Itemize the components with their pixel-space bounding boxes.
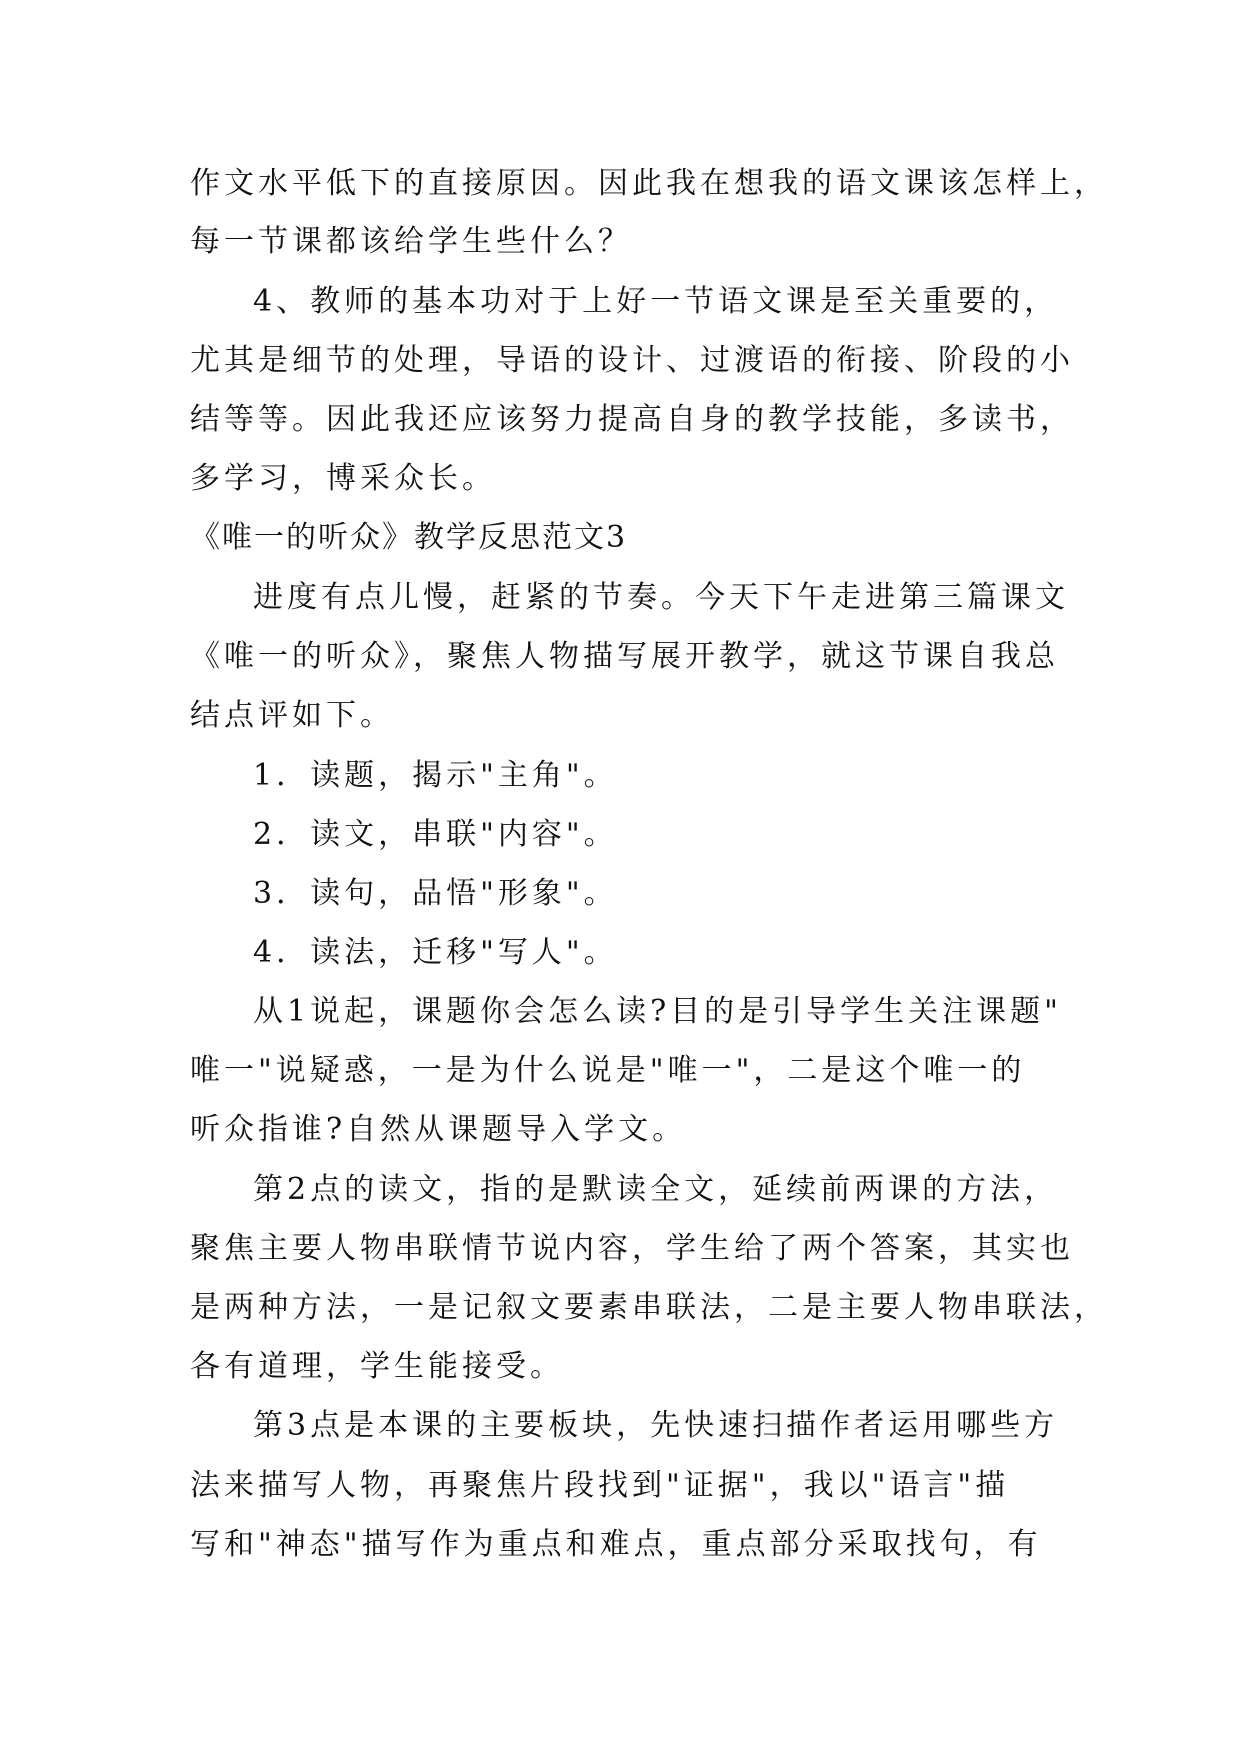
text-line-15: 从1说起，课题你会怎么读?目的是引导学生关注课题" [253,994,1062,1029]
text-line-17: 听众指谁?自然从课题导入学文。 [190,1112,687,1147]
text-line-10: 结点评如下。 [190,698,394,733]
text-line-22: 第3点是本课的主要板块，先快速扫描作者运用哪些方 [253,1408,1059,1443]
text-line-1: 作文水平低下的直接原因。因此我在想我的语文课该怎样上， [190,166,1108,201]
text-line-23: 法来描写人物，再聚焦片段找到"证据"，我以"语言"描 [190,1468,1010,1503]
text-line-24: 写和"神态"描写作为重点和难点，重点部分采取找句，有 [190,1527,1042,1562]
text-line-4: 尤其是细节的处理，导语的设计、过渡语的衔接、阶段的小 [190,343,1074,378]
text-line-19: 聚焦主要人物串联情节说内容，学生给了两个答案，其实也 [190,1231,1074,1266]
text-line-20: 是两种方法，一是记叙文要素串联法，二是主要人物串联法， [190,1290,1108,1325]
text-line-18: 第2点的读文，指的是默读全文，延续前两课的方法， [253,1172,1059,1207]
list-item-1: 1．读题，揭示"主角"。 [253,758,618,793]
text-line-8: 进度有点儿慢，赶紧的节奏。今天下午走进第三篇课文 [253,580,1069,615]
text-line-5: 结等等。因此我还应该努力提高自身的教学技能，多读书， [190,402,1074,437]
text-line-2: 每一节课都该给学生些什么？ [190,224,632,259]
list-item-3: 3．读句，品悟"形象"。 [253,876,618,911]
text-line-9: 《唯一的听众》，聚焦人物描写展开教学，就这节课自我总 [190,639,1059,674]
section-title: 《唯一的听众》教学反思范文3 [190,520,628,555]
paragraph-point-4: 4、教师的基本功对于上好一节语文课是至关重要的， [253,284,1059,319]
list-item-2: 2．读文，串联"内容"。 [253,817,618,852]
text-line-6: 多学习，博采众长。 [190,461,496,496]
text-line-16: 唯一"说疑惑，一是为什么说是"唯一"，二是这个唯一的 [190,1053,1026,1088]
list-item-4: 4．读法，迁移"写人"。 [253,935,618,970]
text-line-21: 各有道理，学生能接受。 [190,1349,564,1384]
